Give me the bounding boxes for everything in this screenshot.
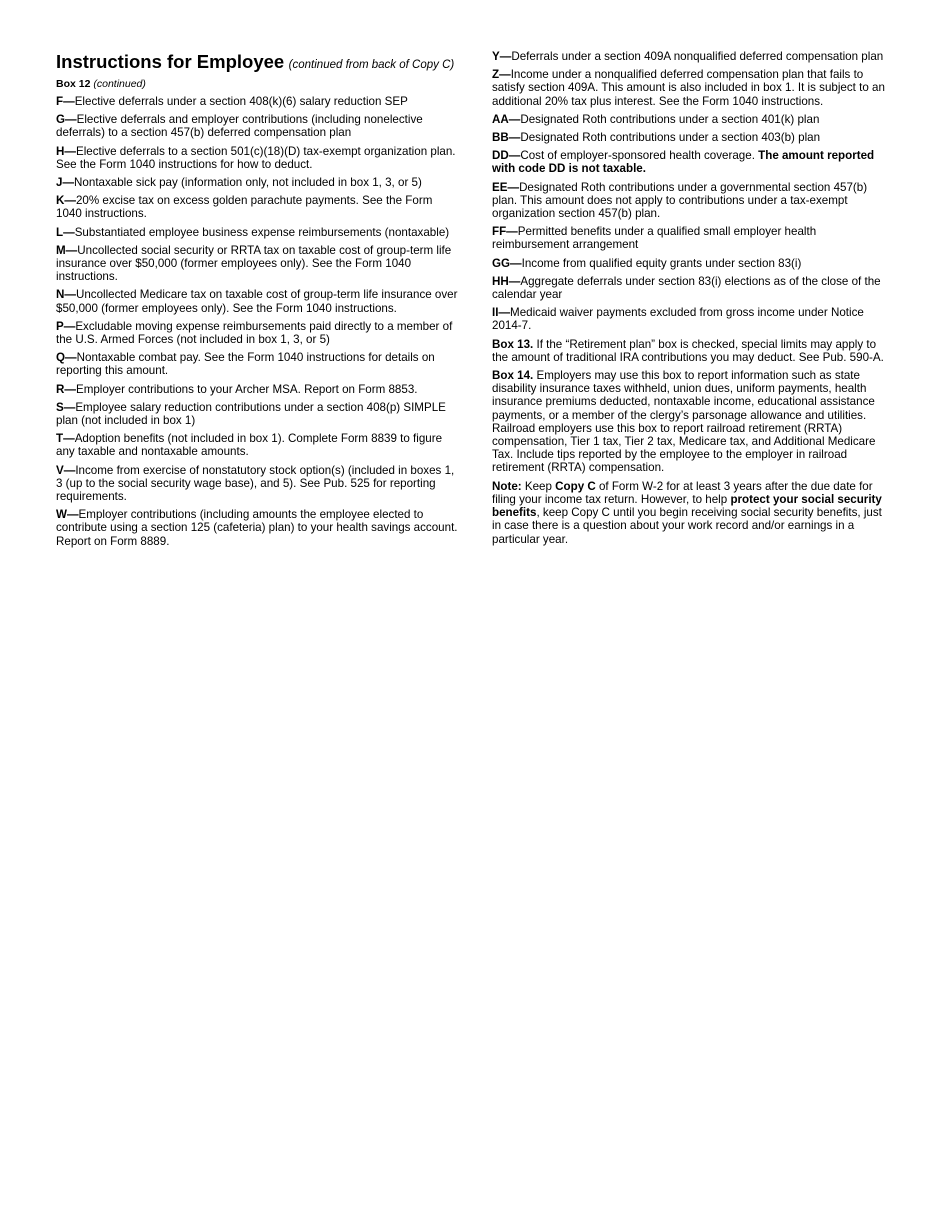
code-h-entry — [56, 145, 460, 171]
code-description: Nontaxable combat pay. See the Form 1040 instructions for details on reporting this amount. — [56, 351, 435, 378]
code-description: Permitted benefits under a qualified small employer health reimbursement arrangement — [492, 225, 817, 252]
code-bb-entry — [492, 131, 894, 144]
note-text-2: of Form W-2 for at least 3 years after the due date for filing your income tax return. However, to help — [492, 479, 873, 506]
code-j-entry — [56, 176, 460, 189]
code-aa-entry — [492, 113, 894, 126]
code-label: K— — [56, 194, 76, 208]
code-label: GG— — [492, 256, 522, 270]
box13-label: Box 13. — [492, 337, 534, 351]
code-description: Uncollected social security or RRTA tax on taxable cost of group-term life insurance over $50,000 (former employees only). See the Form 1040 instructions. — [56, 243, 452, 284]
code-description: Medicaid waiver payments excluded from gross income under Notice 2014-7. — [492, 306, 864, 333]
code-description: Deferrals under a section 409A nonqualified deferred compensation plan — [511, 50, 884, 63]
code-label: Z— — [492, 68, 511, 82]
code-hh-entry — [492, 275, 894, 301]
code-gg-entry — [492, 257, 894, 270]
code-description: Designated Roth contributions under a section 403(b) plan — [520, 131, 821, 145]
code-l-entry — [56, 226, 460, 239]
box14-label: Box 14. — [492, 369, 534, 383]
code-description: 20% excise tax on excess golden parachute payments. See the Form 1040 instructions. — [56, 194, 433, 221]
code-description: Income under a nonqualified deferred compensation plan that fails to satisfy section 409A. This amount is also included in box 1. It is subject to an additional 20% tax plus interest. See the Form 1040 instructions. — [492, 68, 885, 108]
code-label: BB— — [492, 131, 521, 145]
code-label: EE— — [492, 180, 520, 194]
code-label: M— — [56, 243, 78, 257]
code-label: P— — [56, 319, 76, 333]
code-label: H— — [56, 144, 76, 158]
code-m-entry — [56, 244, 460, 284]
code-description: Elective deferrals and employer contributions (including nonelective deferrals) to a section 457(b) deferred compensation plan — [56, 113, 423, 140]
code-label: AA— — [492, 112, 521, 126]
box13-text: If the “Retirement plan” box is checked, special limits may apply to the amount of traditional IRA contributions you may deduct. See Pub. 590-A. — [492, 337, 884, 364]
code-label: II— — [492, 306, 511, 320]
code-label: L— — [56, 225, 75, 239]
code-description: Cost of employer-sponsored health coverage. — [520, 149, 759, 163]
code-label: F— — [56, 95, 75, 108]
code-w-entry — [56, 508, 460, 548]
code-description: Uncollected Medicare tax on taxable cost of group-term life insurance over $50,000 (former employees only). See the Form 1040 instructions. — [56, 288, 458, 315]
code-s-entry — [56, 401, 460, 427]
code-v-entry — [56, 464, 460, 504]
right-column — [492, 50, 894, 551]
code-label: R— — [56, 382, 76, 396]
code-p-entry — [56, 320, 460, 346]
code-label: HH— — [492, 274, 521, 288]
code-k-entry — [56, 194, 460, 220]
code-description: Elective deferrals under a section 408(k)(6) salary reduction SEP — [74, 95, 408, 108]
box14-paragraph — [492, 369, 894, 475]
code-f-entry — [56, 95, 460, 108]
code-label: T— — [56, 432, 75, 446]
code-g-entry — [56, 113, 460, 139]
code-n-entry — [56, 288, 460, 314]
code-description: Excludable moving expense reimbursements paid directly to a member of the U.S. Armed Forces (not included in box 1, 3, or 5) — [56, 319, 453, 347]
code-dd-emphasis: The amount reported with code DD is not taxable. — [492, 149, 875, 176]
box12-heading — [56, 78, 460, 91]
code-description: Designated Roth contributions under a section 401(k) plan — [520, 112, 820, 126]
code-description: Employer contributions to your Archer MSA. Report on Form 8853. — [75, 382, 418, 396]
code-ii-entry — [492, 306, 894, 332]
box12-label: Box 12 — [56, 78, 91, 90]
code-label: V— — [56, 463, 76, 477]
note-paragraph — [492, 480, 894, 546]
code-description: Substantiated employee business expense reimbursements (nontaxable) — [74, 225, 450, 239]
code-description: Adoption benefits (not included in box 1). Complete Form 8839 to figure any taxable and nontaxable amounts. — [56, 432, 443, 459]
code-description: Income from exercise of nonstatutory stock option(s) (included in boxes 1, 3 (up to the social security wage base), and 5). See Pub. 525 for reporting requirements. — [56, 463, 455, 504]
note-text-3: , keep Copy C until you begin receiving social security benefits, just in case there is a question about your work record and/or earnings in a particular year. — [492, 506, 882, 546]
box13-paragraph — [492, 338, 894, 364]
page-heading — [56, 50, 460, 77]
code-ee-entry — [492, 181, 894, 221]
code-label: S— — [56, 400, 76, 414]
code-label: Y— — [492, 50, 512, 63]
note-text-1: Keep — [521, 479, 556, 493]
code-label: G— — [56, 113, 77, 127]
code-dd-entry — [492, 149, 894, 175]
page-title: Instructions for Employee — [56, 51, 285, 72]
code-z-entry — [492, 68, 894, 108]
box14-text: Employers may use this box to report information such as state disability insurance taxes withheld, union dues, uniform payments, health insurance premiums deducted, nontaxable income, educational assistance payments, or a member of the clergy’s parsonage allowance and utilities. Railroad employers use this box to report railroad retirement (RRTA) compensation, Tier 1 tax, Tier 2 tax, Medicare tax, and Additional Medicare Tax. Include tips reported by the employee to the employer in railroad retirement (RRTA) compensation. — [492, 369, 876, 475]
code-description: Nontaxable sick pay (information only, not included in box 1, 3, or 5) — [74, 176, 422, 190]
code-label: FF— — [492, 225, 518, 239]
code-r-entry — [56, 383, 460, 396]
note-label: Note: — [492, 479, 522, 493]
code-label: Q— — [56, 351, 77, 365]
code-description: Aggregate deferrals under section 83(i) elections as of the close of the calendar year — [492, 274, 881, 302]
code-description: Employee salary reduction contributions under a section 408(p) SIMPLE plan (not included in box 1) — [56, 400, 446, 428]
code-t-entry — [56, 432, 460, 458]
code-description: Employer contributions (including amounts the employee elected to contribute using a section 125 (cafeteria) plan) to your health savings account. Report on Form 8889. — [56, 508, 458, 548]
code-description: Income from qualified equity grants under section 83(i) — [521, 256, 802, 270]
note-protect-benefits: protect your social security benefits — [492, 492, 882, 520]
note-copy-c: Copy C — [555, 479, 596, 493]
code-q-entry — [56, 351, 460, 377]
code-label: N— — [56, 288, 76, 302]
code-description: Elective deferrals to a section 501(c)(18)(D) tax-exempt organization plan. See the Form 1040 instructions for how to deduct. — [56, 144, 456, 171]
left-column — [56, 50, 460, 553]
code-y-entry — [492, 50, 894, 63]
code-label: W— — [56, 508, 79, 522]
code-label: DD— — [492, 149, 521, 163]
code-label: J— — [56, 176, 75, 190]
box12-note: (continued) — [93, 78, 146, 90]
page-subtitle: (continued from back of Copy C) — [288, 59, 455, 71]
code-description: Designated Roth contributions under a governmental section 457(b) plan. This amount does not apply to contributions under a tax-exempt organization section 457(b) plan. — [492, 180, 868, 221]
code-ff-entry — [492, 225, 894, 251]
